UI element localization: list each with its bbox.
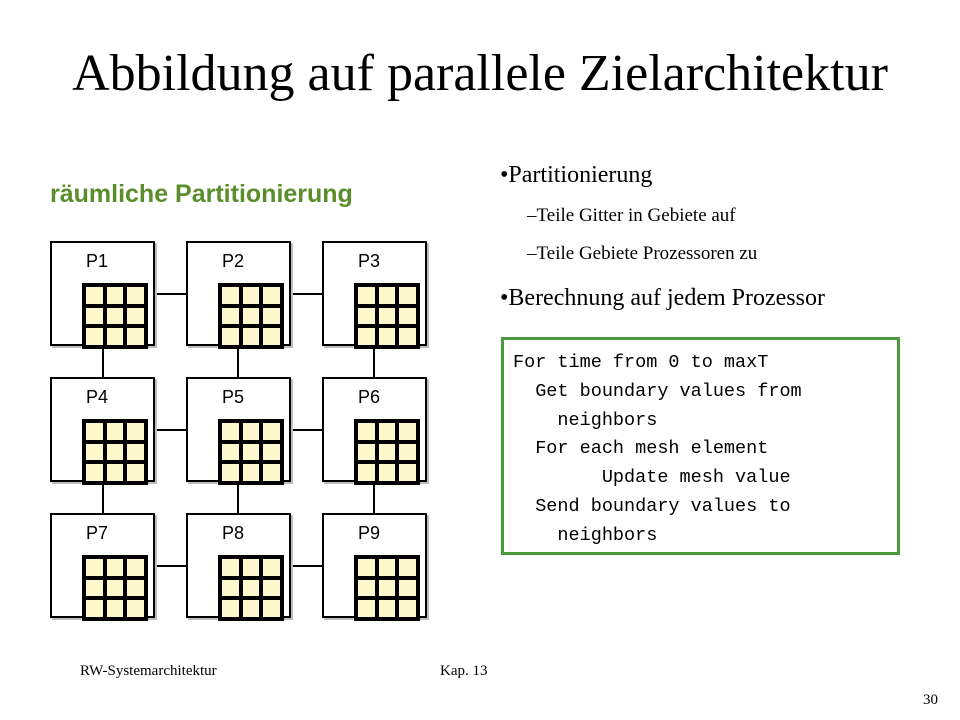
slide-title: Abbildung auf parallele Zielarchitektur	[72, 45, 888, 102]
footer-left: RW-Systemarchitektur	[80, 663, 217, 679]
processor-p6	[322, 377, 427, 482]
processor-p4	[50, 377, 155, 482]
processor-label: P8	[222, 523, 245, 543]
processor-label: P9	[358, 523, 381, 543]
code-line: Send boundary values to	[513, 495, 791, 517]
processor-label: P1	[86, 251, 109, 271]
code-line: neighbors	[513, 524, 658, 546]
processor-p5	[186, 377, 291, 482]
processor-p8	[186, 513, 291, 618]
processor-label: P6	[358, 387, 381, 407]
processor-p1	[50, 241, 155, 346]
processor-label: P2	[222, 251, 245, 271]
code-line: For time from 0 to maxT	[513, 352, 769, 373]
page-number: 30	[923, 692, 938, 708]
code-line: Get boundary values from	[513, 380, 802, 402]
sub-bullet-prozessoren: –Teile Gebiete Prozessoren zu	[527, 243, 758, 264]
bullet-partitionierung: •Partitionierung	[500, 162, 653, 188]
processor-p9	[322, 513, 427, 618]
processor-p2	[186, 241, 291, 346]
processor-label: P3	[358, 251, 381, 271]
mesh-grid	[82, 555, 148, 621]
processor-label: P7	[86, 523, 109, 543]
code-line: For each mesh element	[513, 438, 769, 460]
processor-p7	[50, 513, 155, 618]
mesh-grid	[354, 419, 420, 485]
pseudocode	[504, 340, 897, 551]
mesh-grid	[82, 419, 148, 485]
mesh-grid	[354, 555, 420, 621]
processor-label: P5	[222, 387, 245, 407]
pseudocode-box	[501, 337, 900, 555]
processor-label: P4	[86, 387, 109, 407]
bullet-berechnung: •Berechnung auf jedem Prozessor	[500, 285, 825, 311]
footer-center: Kap. 13	[440, 663, 488, 679]
mesh-grid	[218, 555, 284, 621]
diagram-subtitle: räumliche Partitionierung	[50, 180, 353, 208]
sub-bullet-gitter: –Teile Gitter in Gebiete auf	[527, 205, 736, 226]
mesh-grid	[218, 283, 284, 349]
mesh-grid	[218, 419, 284, 485]
mesh-grid	[354, 283, 420, 349]
mesh-grid	[82, 283, 148, 349]
code-line: neighbors	[513, 409, 658, 431]
processor-p3	[322, 241, 427, 346]
code-line: Update mesh value	[513, 467, 791, 489]
